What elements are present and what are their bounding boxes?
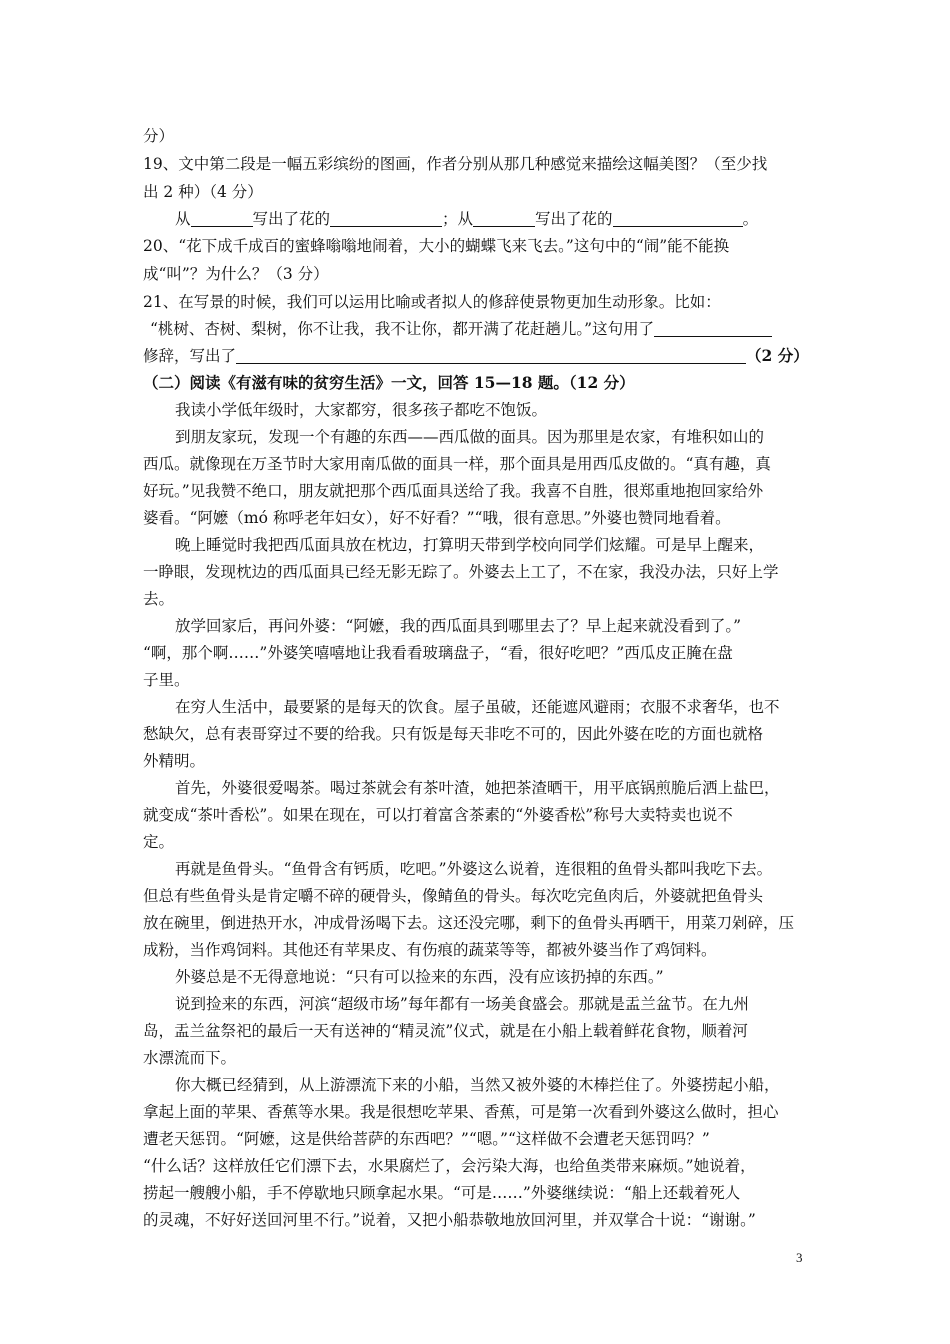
- paragraph-line: 好玩。”见我赞不绝口，朋友就把那个西瓜面具送给了我。我喜不自胜，很郑重地抱回家给外: [143, 482, 764, 500]
- paragraph-line: 再就是鱼骨头。“鱼骨含有钙质，吃吧。”外婆这么说着，连很粗的鱼骨头都叫我吃下去。: [175, 860, 773, 878]
- paragraph-line: 婆看。“阿嬷（mó 称呼老年妇女），好不好看？”“哦，很有意思。”外婆也赞同地看着。: [143, 509, 731, 527]
- paragraph-line: 外婆总是不无得意地说：“只有可以捡来的东西，没有应该扔掉的东西。”: [175, 968, 664, 986]
- question-19: 19、文中第二段是一幅五彩缤纷的图画，作者分别从那几种感觉来描绘这幅美图？（至少找: [143, 155, 768, 173]
- section-heading: （二）阅读《有滋有味的贫穷生活》一文，回答 15—18 题。（12 分）: [143, 373, 635, 392]
- example-text: “桃树、杏树、梨树，你不让我，我不让你，都开满了花赶趟儿。”这句用了: [150, 320, 655, 338]
- paragraph-line: 放在碗里，倒进热开水，冲成骨汤喝下去。这还没完哪，剩下的鱼骨头再晒干，用菜刀剁碎，压: [143, 914, 795, 932]
- paragraph-line: 在穷人生活中，最要紧的是每天的饮食。屋子虽破，还能遮风避雨；衣服不求奢华，也不: [175, 698, 780, 716]
- paragraph-line: 西瓜。就像现在万圣节时大家用南瓜做的面具一样，那个面具是用西瓜皮做的。“真有趣，真: [143, 455, 771, 473]
- answer-text: 从: [175, 210, 191, 228]
- answer-text: 写出了花的: [252, 210, 331, 228]
- paragraph-line: 成粉，当作鸡饲料。其他还有苹果皮、有伤痕的蔬菜等等，都被外婆当作了鸡饲料。: [143, 941, 717, 959]
- text-line: 成“叫”？为什么？（3 分）: [143, 265, 329, 283]
- answer-blank[interactable]: [236, 347, 746, 364]
- paragraph-line: 拿起上面的苹果、香蕉等水果。我是很想吃苹果、香蕉，可是第一次看到外婆这么做时，担心: [143, 1103, 779, 1121]
- paragraph-line: “啊，那个啊……”外婆笑嘻嘻地让我看看玻璃盘子，“看，很好吃吧？”西瓜皮正腌在盘: [143, 644, 733, 662]
- paragraph-line: 子里。: [143, 671, 190, 689]
- text-line: 分）: [143, 127, 175, 145]
- paragraph-line: 你大概已经猜到，从上游漂流下来的小船，当然又被外婆的木棒拦住了。外婆捞起小船，: [175, 1076, 780, 1094]
- question-21-example: [150, 317, 814, 341]
- paragraph-line: 我读小学低年级时，大家都穷，很多孩子都吃不饱饭。: [175, 401, 548, 419]
- paragraph-line: 去。: [143, 590, 175, 608]
- question-20: 20、“花下成千成百的蜜蜂嗡嗡地闹着，大小的蝴蝶飞来飞去。”这句中的“闹”能不能换: [143, 237, 730, 255]
- paragraph-line: 说到捡来的东西，河滨“超级市场”每年都有一场美食盛会。那就是盂兰盆节。在九州: [175, 995, 749, 1013]
- paragraph-line: 一睁眼，发现枕边的西瓜面具已经无影无踪了。外婆去上工了，不在家，我没办法，只好上学: [143, 563, 779, 581]
- paragraph-line: 晚上睡觉时我把西瓜面具放在枕边，打算明天带到学校向同学们炫耀。可是早上醒来，: [175, 536, 765, 554]
- paragraph-line: 定。: [143, 833, 175, 851]
- answer-blank[interactable]: [191, 210, 253, 227]
- page-number: 3: [796, 1250, 803, 1265]
- answer-text: 写出了花的: [535, 210, 613, 228]
- paragraph-line: “什么话？这样放任它们漂下去，水果腐烂了，会污染大海，也给鱼类带来麻烦。”她说着，: [143, 1157, 756, 1175]
- paragraph-line: 但总有些鱼骨头是肯定嚼不碎的硬骨头，像鲭鱼的骨头。每次吃完鱼肉后，外婆就把鱼骨头: [143, 887, 764, 905]
- answer-blank[interactable]: [473, 210, 535, 227]
- answer-line-21: [143, 344, 807, 368]
- answer-blank[interactable]: [613, 210, 743, 227]
- answer-text: 。: [742, 210, 759, 228]
- paragraph-line: 捞起一艘艘小船，手不停歇地只顾拿起水果。“可是……”外婆继续说：“船上还载着死人: [143, 1184, 741, 1202]
- paragraph-line: 就变成“茶叶香松”。如果在现在，可以打着富含茶素的“外婆香松”称号大卖特卖也说不: [143, 806, 733, 824]
- paragraph-line: 外精明。: [143, 752, 206, 770]
- answer-text: ；从: [442, 210, 474, 228]
- text-line: 出 2 种）（4 分）: [143, 183, 263, 201]
- answer-blank[interactable]: [654, 320, 772, 337]
- paragraph-line: 到朋友家玩，发现一个有趣的东西——西瓜做的面具。因为那里是农家，有堆积如山的: [175, 428, 765, 446]
- paragraph-line: 岛，盂兰盆祭祀的最后一天有送神的“精灵流”仪式，就是在小船上载着鲜花食物，顺着河: [143, 1022, 748, 1040]
- score-label: （2 分）: [746, 346, 809, 365]
- paragraph-line: 的灵魂，不好好送回河里不行。”说着，又把小船恭敬地放回河里，并双掌合十说：“谢谢。”: [143, 1211, 756, 1229]
- paragraph-line: 放学回家后，再问外婆：“阿嬷，我的西瓜面具到哪里去了？早上起来就没看到了。”: [175, 617, 742, 635]
- answer-blank[interactable]: [330, 210, 442, 227]
- paragraph-line: 水漂流而下。: [143, 1049, 237, 1067]
- paragraph-line: 愁缺欠，总有表哥穿过不要的给我。只有饭是每天非吃不可的，因此外婆在吃的方面也就格: [143, 725, 764, 743]
- question-21: 21、在写景的时候，我们可以运用比喻或者拟人的修辞使景物更加生动形象。比如：: [143, 293, 721, 311]
- paragraph-line: 首先，外婆很爱喝茶。喝过茶就会有茶叶渣，她把茶渣晒干，用平底锅煎脆后洒上盐巴，: [175, 779, 780, 797]
- paragraph-line: 遭老天惩罚。“阿嬷，这是供给菩萨的东西吧？”“嗯。”“这样做不会遭老天惩罚吗？”: [143, 1130, 710, 1148]
- answer-text: 修辞，写出了: [143, 347, 237, 365]
- answer-line-19: [175, 207, 839, 231]
